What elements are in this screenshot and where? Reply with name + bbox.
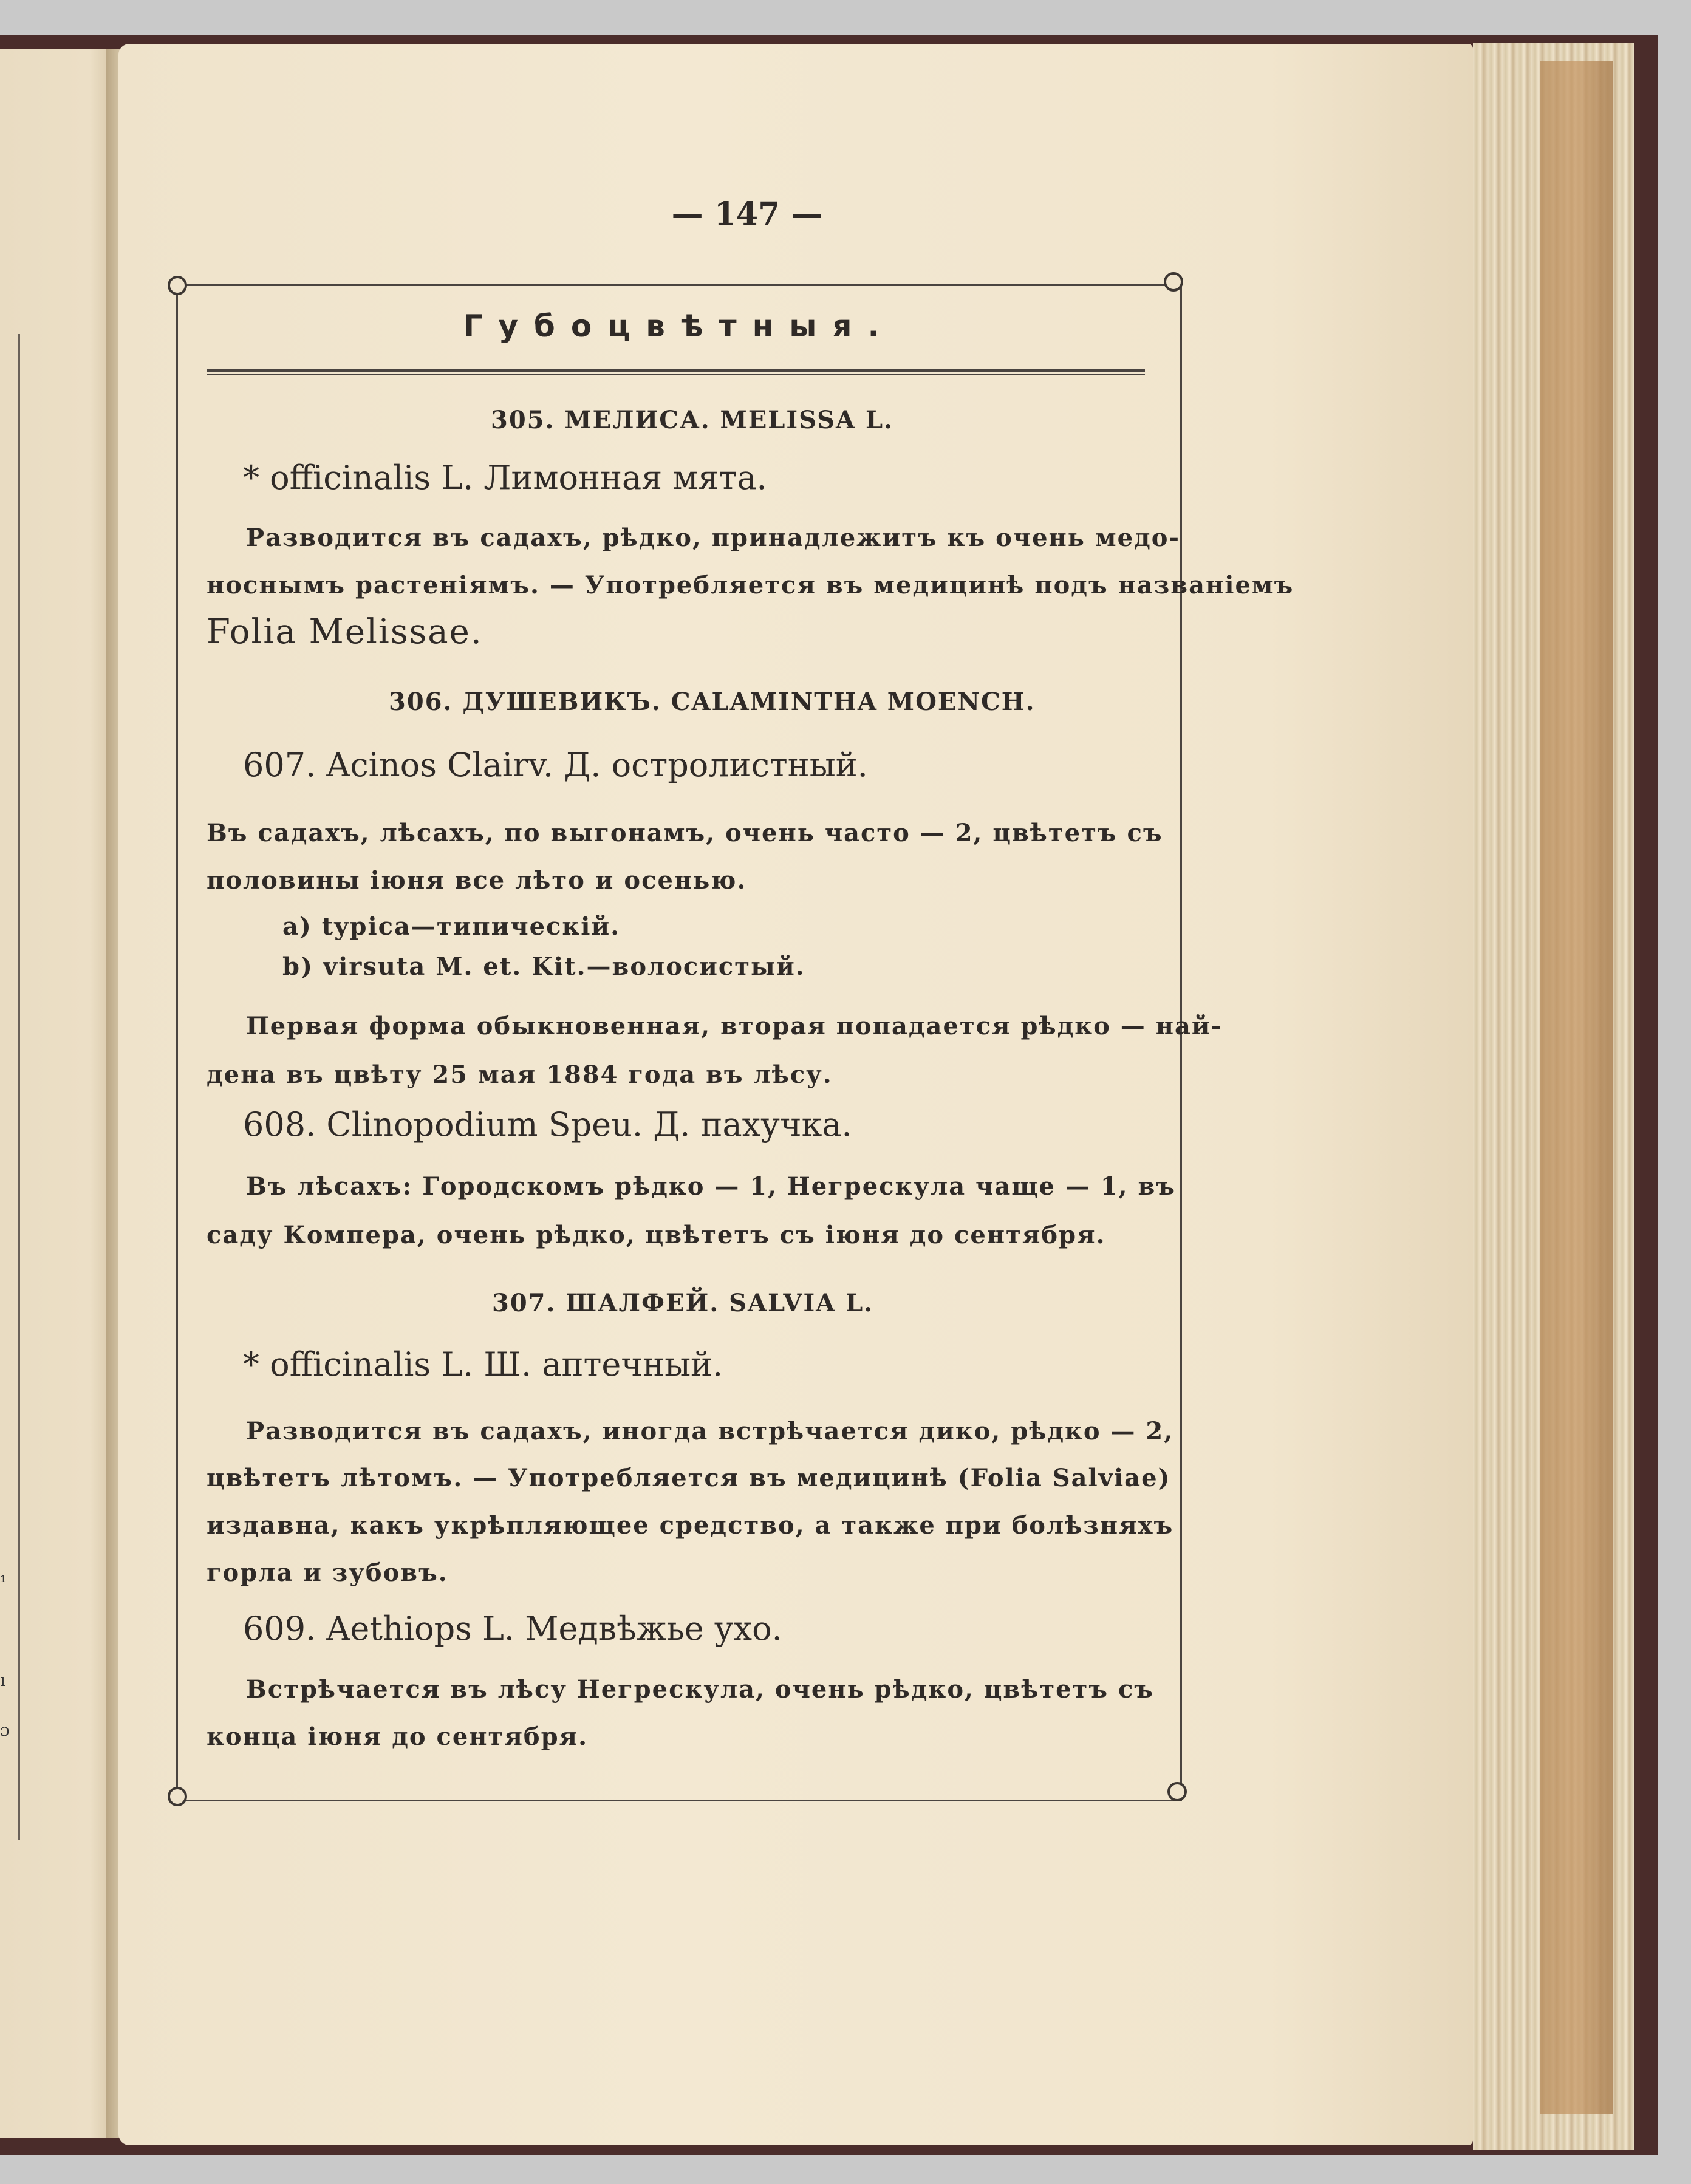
family-title: Губоцвѣтныя. [463, 309, 895, 344]
title-rule [207, 369, 1145, 375]
genus-heading: 307. ШАЛФЕЙ. SALVIA L. [492, 1289, 874, 1317]
body-text-line: Встрѣчается въ лѣсу Негрескула, очень рѣдко, цвѣтетъ съ [246, 1675, 1154, 1704]
body-text-line: a) typica—типическій. [282, 912, 621, 941]
species-heading: * officinalis L. Ш. аптечный. [243, 1345, 723, 1384]
body-text-line: Разводится въ садахъ, иногда встрѣчается дико, рѣдко — 2, [246, 1417, 1174, 1445]
body-text-line: Folia Melissae. [207, 612, 483, 652]
body-text-line: цвѣтетъ лѣтомъ. — Употребляется въ медицинѣ (Folia Salviae) [207, 1464, 1171, 1492]
frame-corner-ornament [1164, 272, 1183, 292]
body-text-line: саду Компера, очень рѣдко, цвѣтетъ съ іюня до сентября. [207, 1221, 1106, 1249]
body-text-line: Разводится въ садахъ, рѣдко, принадлежитъ къ очень медо- [246, 524, 1181, 552]
species-heading: 609. Aethiops L. Медвѣжье ухо. [243, 1609, 782, 1648]
species-heading: 608. Clinopodium Speu. Д. пахучка. [243, 1105, 852, 1144]
frame-corner-ornament [168, 276, 187, 295]
species-heading: 607. Acinos Clairv. Д. остролистный. [243, 746, 868, 784]
left-page-edge [0, 49, 112, 2138]
body-text-line: половины іюня все лѣто и осенью. [207, 866, 747, 895]
body-text-line: носнымъ растеніямъ. — Употребляется въ медицинѣ подъ названіемъ [207, 571, 1294, 599]
body-text-line: дена въ цвѣту 25 мая 1884 года въ лѣсу. [207, 1060, 833, 1089]
body-text-line: конца іюня до сентября. [207, 1722, 589, 1751]
body-text-line: Въ лѣсахъ: Городскомъ рѣдко — 1, Негрескула чаще — 1, въ [246, 1172, 1176, 1201]
body-text-line: издавна, какъ укрѣпляющее средство, а также при болѣзняхъ [207, 1511, 1174, 1540]
page-stack-stain [1540, 61, 1613, 2114]
genus-heading: 305. МЕЛИСА. MELISSA L. [491, 406, 894, 434]
genus-heading: 306. ДУШЕВИКЪ. CALAMINTHA MOENCH. [389, 688, 1036, 716]
frame-corner-ornament [168, 1787, 187, 1806]
left-page-frame [0, 334, 20, 1840]
body-text-line: Въ садахъ, лѣсахъ, по выгонамъ, очень часто — 2, цвѣтетъ съ [207, 819, 1163, 847]
left-page-glyph: ¹ [0, 1572, 7, 1592]
page-number: — 147 — [671, 196, 823, 233]
frame-corner-ornament [1167, 1782, 1187, 1801]
left-page-glyph: ɔ [0, 1720, 10, 1740]
body-text-line: Первая форма обыкновенная, вторая попадается рѣдко — най- [246, 1012, 1223, 1040]
left-page-glyph: ı [0, 1670, 5, 1690]
body-text-line: горла и зубовъ. [207, 1558, 448, 1587]
body-text-line: b) virsuta M. et. Kit.—волосистый. [282, 952, 805, 981]
species-heading: * officinalis L. Лимонная мята. [243, 459, 767, 497]
